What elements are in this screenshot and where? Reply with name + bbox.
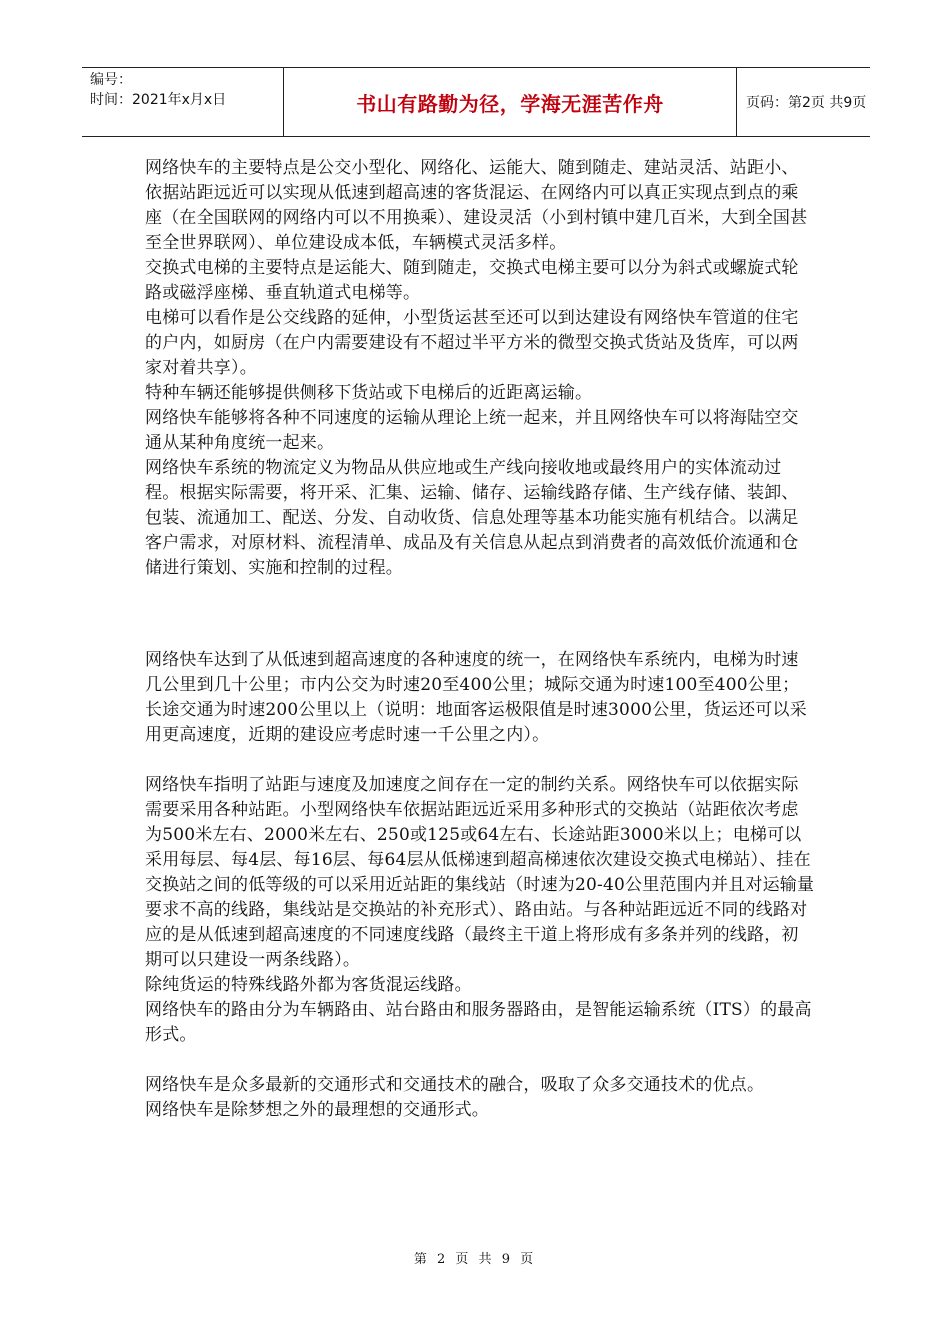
paragraph: 特种车辆还能够提供侧移下货站或下电梯后的近距离运输。 — [145, 383, 593, 403]
document-date-label: 时间：2021年x月x日 — [90, 92, 227, 108]
paragraph: 交换式电梯的主要特点是运能大、随到随走，交换式电梯主要可以分为斜式或螺旋式轮路或磁浮座梯、垂直轨道式电梯等。 — [145, 258, 799, 303]
paragraph: 网络快车系统的物流定义为物品从供应地或生产线向接收地或最终用户的实体流动过程。根据实际需要，将开采、汇集、运输、储存、运输线路存储、生产线存储、装卸、包装、流通加工、配送、分发、自动收货、信息处理等基本功能实施有机结合。以满足客户需求，对原材料、流程清单、成品及有关信息从起点到消费者的高效低价流通和仓储进行策划、实施和控制的过程。 — [145, 458, 799, 578]
blank-gap — [145, 581, 815, 648]
header-motto-cell — [283, 68, 737, 136]
header-meta-cell — [82, 68, 283, 136]
blank-gap — [145, 748, 815, 773]
paragraph: 除纯货运的特殊线路外都为客货混运线路。 — [145, 975, 472, 995]
paragraph: 网络快车是除梦想之外的最理想的交通形式。 — [145, 1100, 489, 1120]
document-header — [82, 67, 870, 137]
paragraph: 网络快车的主要特点是公交小型化、网络化、运能大、随到随走、建站灵活、站距小、依据站距远近可以实现从低速到超高速的客货混运、在网络内可以真正实现点到点的乘座（在全国联网的网络内可以不用换乘）、建设灵活（小到村镇中建几百米，大到全国甚至全世界联网）、单位建设成本低，车辆模式灵活多样。 — [145, 158, 808, 253]
document-number-label: 编号： — [90, 72, 132, 88]
paragraph: 网络快车是众多最新的交通形式和交通技术的融合，吸取了众多交通技术的优点。 — [145, 1075, 765, 1095]
paragraph: 网络快车指明了站距与速度及加速度之间存在一定的制约关系。网络快车可以依据实际需要采用各种站距。小型网络快车依据站距远近采用多种形式的交换站（站距依次考虑为500米左右、2000米左右、250或125或64左右、长途站距3000米以上；电梯可以采用每层、每4层、每16层、每64层从低梯速到超高梯速依次建设交换式电梯站）、挂在交换站之间的低等级的可以采用近站距的集线站（时速为20-40公里范围内并且对运输量要求不高的线路，集线站是交换站的补充形式）、路由站。与各种站距远近不同的线路对应的是从低速到超高速度的不同速度线路（最终主干道上将形成有多条并列的线路，初期可以只建设一两条线路）。 — [145, 775, 815, 970]
header-page-cell — [738, 68, 870, 136]
blank-gap — [145, 1048, 815, 1073]
header-motto: 书山有路勤为径，学海无涯苦作舟 — [356, 91, 664, 116]
paragraph: 网络快车达到了从低速到超高速度的各种速度的统一，在网络快车系统内，电梯为时速几公里到几十公里；市内公交为时速20至400公里；城际交通为时速100至400公里；长途交通为时速200公里以上（说明：地面客运极限值是时速3000公里，货运还可以采用更高速度，近期的建设应考虑时速一千公里之内）。 — [145, 650, 807, 745]
header-page-number: 页码：第2页 共9页 — [746, 95, 867, 111]
paragraph: 网络快车能够将各种不同速度的运输从理论上统一起来，并且网络快车可以将海陆空交通从某种角度统一起来。 — [145, 408, 799, 453]
document-body — [145, 156, 815, 1123]
paragraph: 网络快车的路由分为车辆路由、站台路由和服务器路由，是智能运输系统（ITS）的最高形式。 — [145, 1000, 812, 1045]
page-footer: 第 2 页 共 9 页 — [413, 1252, 537, 1267]
paragraph: 电梯可以看作是公交线路的延伸，小型货运甚至还可以到达建设有网络快车管道的住宅的户内，如厨房（在户内需要建设有不超过半平方米的微型交换式货站及货库，可以两家对着共享）。 — [145, 308, 799, 378]
